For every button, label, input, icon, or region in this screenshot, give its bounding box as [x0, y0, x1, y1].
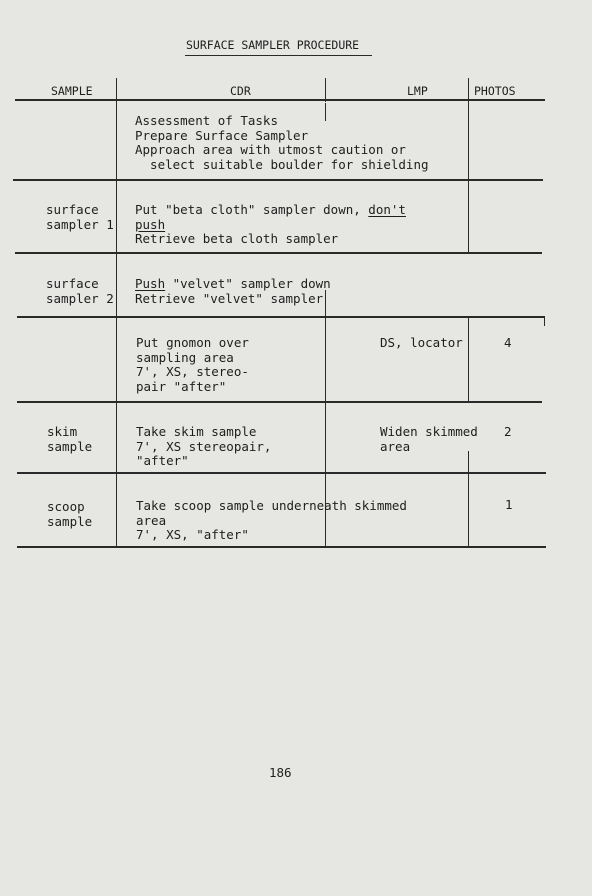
row4-lmp-line1: DS, locator: [380, 335, 463, 350]
column-divider-cdr-header: [325, 78, 326, 102]
header-sample: SAMPLE: [51, 84, 93, 98]
row5-cdr-line3: "after": [136, 453, 189, 469]
row3-cdr-line1: Push "velvet" sampler down: [135, 276, 331, 291]
row6-cdr-line3: 7', XS, "after": [136, 527, 249, 543]
row5-cdr-line1: Take skim sample: [136, 424, 257, 439]
column-divider-lmp-top: [468, 78, 469, 253]
row1-cdr-line2: Prepare Surface Sampler: [135, 127, 309, 143]
row5-photos: 2: [504, 424, 512, 439]
row3-sample-line2: sampler 2: [46, 290, 114, 306]
table-rule-4: [17, 401, 542, 403]
row4-cdr-line3: 7', XS, stereo-: [136, 364, 249, 380]
table-rule-3: [17, 316, 544, 318]
row6-sample-line2: sample: [47, 513, 93, 529]
row6-photos: 1: [505, 497, 513, 512]
header-photos: PHOTOS: [474, 84, 516, 98]
row6-cdr-line2: area: [136, 512, 167, 528]
table-rule-1: [13, 179, 543, 181]
title-underline: [185, 55, 372, 56]
header-cdr: CDR: [230, 84, 251, 98]
column-divider-cdr-stub: [325, 103, 326, 121]
table-rule-header: [15, 99, 545, 101]
column-divider-sample: [116, 78, 117, 546]
row2-cdr-line3: Retrieve beta cloth sampler: [135, 231, 339, 247]
row5-cdr-line2: 7', XS stereopair,: [136, 438, 272, 454]
row5-lmp-line1: Widen skimmed: [380, 424, 478, 439]
row2-cdr-line2: push: [135, 216, 166, 232]
column-divider-lmp-mid: [468, 318, 469, 402]
row5-sample-line2: sample: [47, 438, 93, 454]
column-divider-lmp-bottom: [468, 451, 469, 546]
row2-cdr-line1: Put "beta cloth" sampler down, don't: [135, 202, 406, 217]
page-number: 186: [269, 765, 292, 780]
row4-photos: 4: [504, 335, 512, 350]
table-rule-2: [15, 252, 542, 254]
row5-sample-line1: skim: [47, 424, 78, 439]
row6-sample-line1: scoop: [47, 499, 85, 514]
row2-sample-line1: surface: [46, 202, 99, 217]
table-corner-mark: [544, 316, 545, 326]
row3-sample-line1: surface: [46, 276, 99, 291]
row2-sample-line2: sampler 1: [46, 216, 114, 232]
row4-cdr-line4: pair "after": [136, 378, 227, 394]
row6-cdr-line1: Take scoop sample underneath skimmed: [136, 498, 407, 513]
table-rule-bottom: [17, 546, 546, 548]
row5-lmp-line2: area: [380, 438, 411, 454]
row4-cdr-line1: Put gnomon over: [136, 335, 249, 350]
row1-cdr-line4: select suitable boulder for shielding: [135, 156, 429, 172]
row1-cdr-line3: Approach area with utmost caution or: [135, 142, 406, 158]
header-lmp: LMP: [407, 84, 428, 98]
page-title: SURFACE SAMPLER PROCEDURE: [186, 38, 360, 52]
row3-cdr-line2: Retrieve "velvet" sampler: [135, 290, 324, 306]
table-rule-5: [17, 472, 546, 474]
row1-cdr-line1: Assessment of Tasks: [135, 113, 278, 128]
row4-cdr-line2: sampling area: [136, 349, 234, 365]
